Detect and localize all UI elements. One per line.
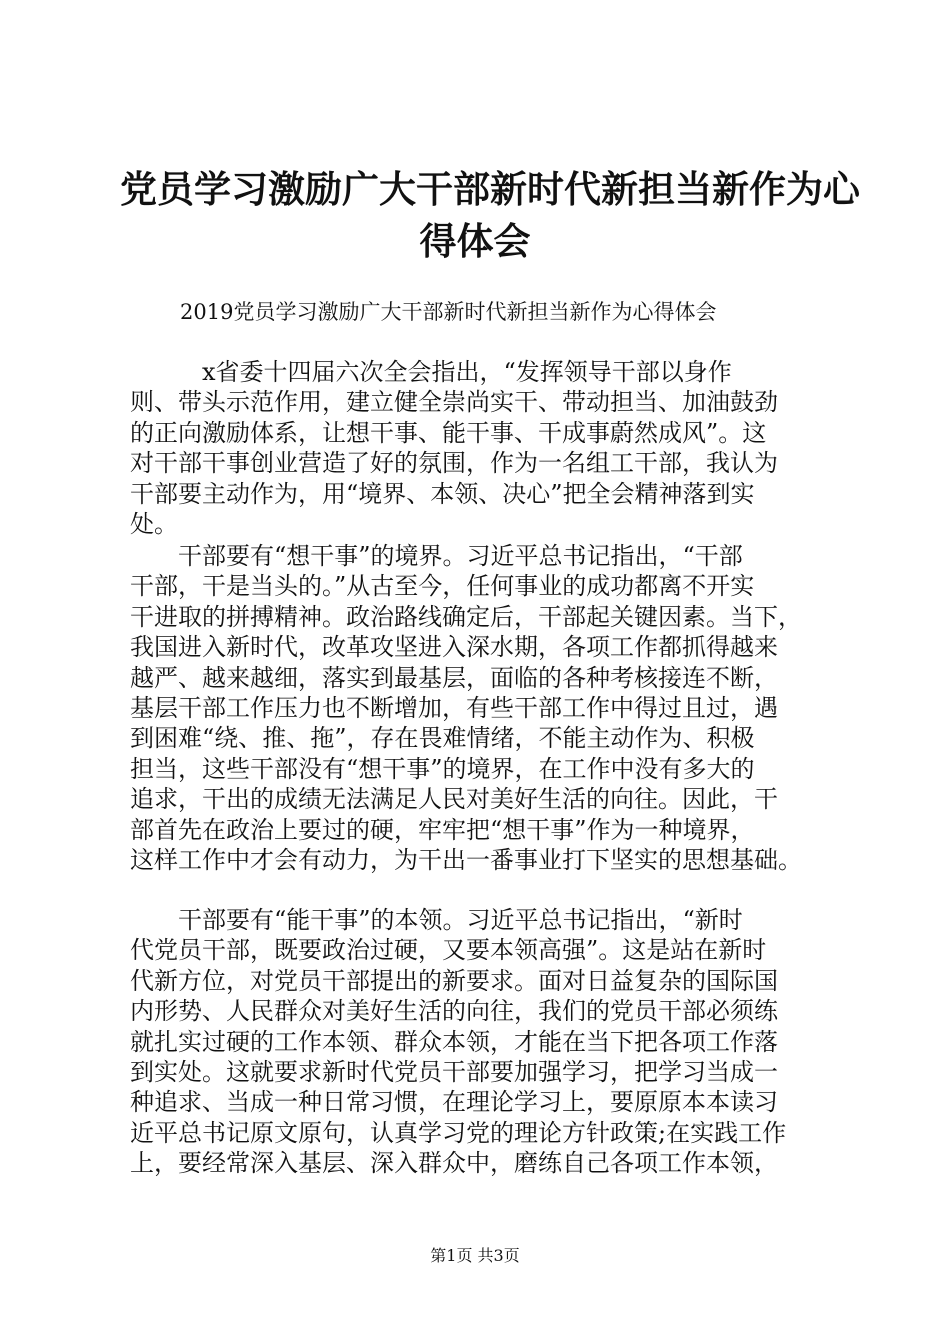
paragraph-line: 处。 — [130, 509, 178, 538]
paragraph-line: 干部要有“想干事”的境界。习近平总书记指出，“干部 — [130, 542, 743, 570]
paragraph-line: 部首先在政治上要过的硬，牢牢把“想干事”作为一种境界， — [130, 815, 755, 844]
document-subtitle: 2019党员学习激励广大干部新时代新担当新作为心得体会 — [180, 300, 717, 324]
paragraph-line: 则、带头示范作用，建立健全崇尚实干、带动担当、加油鼓劲 — [130, 388, 778, 417]
paragraph-line: 就扎实过硬的工作本领、群众本领，才能在当下把各项工作落 — [130, 1027, 778, 1056]
document-title-line-1: 党员学习激励广大干部新时代新担当新作为心 — [120, 168, 860, 211]
paragraph-line: 干部要有“能干事”的本领。习近平总书记指出，“新时 — [130, 906, 743, 934]
paragraph-1 — [130, 357, 830, 539]
paragraph-line: 代党员干部，既要政治过硬，又要本领高强”。这是站在新时 — [130, 936, 767, 965]
paragraph-line: 上，要经常深入基层、深入群众中，磨练自己各项工作本领， — [130, 1149, 778, 1178]
paragraph-line: x省委十四届六次全会指出，“发挥领导干部以身作 — [130, 358, 732, 386]
paragraph-3 — [130, 905, 830, 1179]
paragraph-line: 对干部干事创业营造了好的氛围，作为一名组工干部，我认为 — [130, 449, 778, 478]
paragraph-line: 到困难“绕、推、拖”，存在畏难情绪，不能主动作为、积极 — [130, 724, 755, 753]
paragraph-line: 干进取的拼搏精神。政治路线确定后，干部起关键因素。当下， — [130, 602, 802, 631]
paragraph-line: 种追求、当成一种日常习惯，在理论学习上，要原原本本读习 — [130, 1088, 778, 1117]
paragraph-line: 这样工作中才会有动力，为干出一番事业打下坚实的思想基础。 — [130, 845, 802, 874]
paragraph-line: 我国进入新时代，改革攻坚进入深水期，各项工作都抓得越来 — [130, 633, 778, 662]
paragraph-line: 干部，干是当头的。”从古至今，任何事业的成功都离不开实 — [130, 572, 755, 601]
paragraph-2 — [130, 541, 830, 875]
paragraph-line: 代新方位，对党员干部提出的新要求。面对日益复杂的国际国 — [130, 966, 778, 995]
paragraph-line: 基层干部工作压力也不断增加，有些干部工作中得过且过，遇 — [130, 693, 778, 722]
page-indicator: 第1页 共3页 — [430, 1246, 520, 1265]
document-title-line-2: 得体会 — [419, 220, 531, 263]
paragraph-line: 的正向激励体系，让想干事、能干事、干成事蔚然成风”。这 — [130, 418, 767, 447]
paragraph-line: 到实处。这就要求新时代党员干部要加强学习，把学习当成一 — [130, 1057, 778, 1086]
paragraph-line: 内形势、人民群众对美好生活的向往，我们的党员干部必须练 — [130, 997, 778, 1026]
paragraph-line: 近平总书记原文原句，认真学习党的理论方针政策;在实践工作 — [130, 1118, 787, 1147]
paragraph-line: 越严、越来越细，落实到最基层，面临的各种考核接连不断， — [130, 663, 778, 692]
paragraph-line: 担当，这些干部没有“想干事”的境界，在工作中没有多大的 — [130, 754, 755, 783]
paragraph-line: 追求，干出的成绩无法满足人民对美好生活的向往。因此，干 — [130, 785, 778, 814]
paragraph-line: 干部要主动作为，用“境界、本领、决心”把全会精神落到实 — [130, 479, 755, 508]
